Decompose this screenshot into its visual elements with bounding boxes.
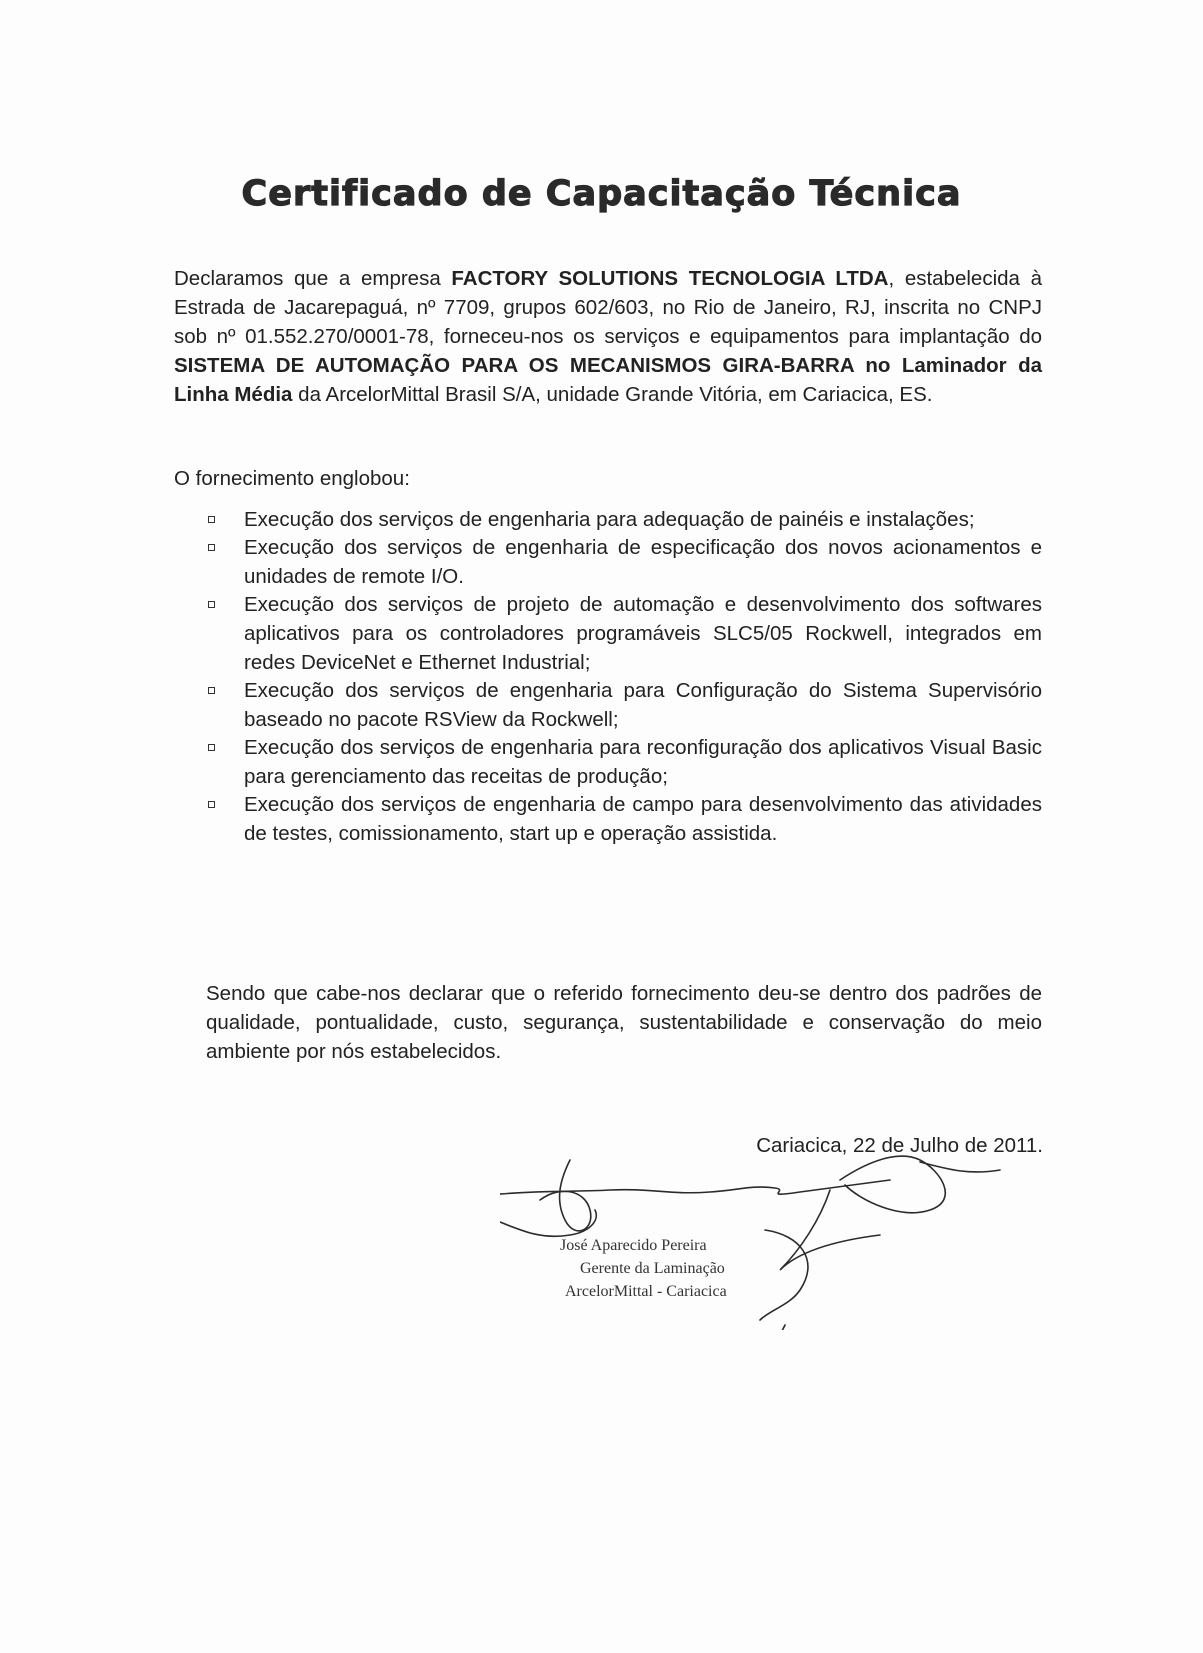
list-item: Execução dos serviços de engenharia para adequação de painéis e instalações; [206, 505, 1042, 534]
signatory-organization: ArcelorMittal - Cariacica [565, 1283, 727, 1300]
handwritten-signature [500, 1140, 1020, 1330]
list-item: Execução dos serviços de projeto de automação e desenvolvimento dos softwares aplicativos para os controladores programáveis SLC5/05 Rockwell, integrados em redes DeviceNet e Ethernet Industrial; [206, 590, 1042, 677]
list-item: Execução dos serviços de engenharia para reconfiguração dos aplicativos Visual Basic para gerenciamento das receitas de produção; [206, 733, 1042, 791]
square-bullet-icon [208, 544, 215, 551]
square-bullet-icon [208, 516, 215, 523]
signatory-role: Gerente da Laminação [580, 1260, 725, 1277]
square-bullet-icon [208, 687, 215, 694]
company-name: FACTORY SOLUTIONS TECNOLOGIA LTDA [451, 267, 889, 290]
closing-paragraph: Sendo que cabe-nos declarar que o referido fornecimento deu-se dentro dos padrões de qualidade, pontualidade, custo, segurança, sustentabilidade e conservação do meio ambiente por nós estabelecidos. [206, 982, 1042, 1063]
list-item: Execução dos serviços de engenharia de especificação dos novos acionamentos e unidades de remote I/O. [206, 533, 1042, 591]
square-bullet-icon [208, 601, 215, 608]
system-name: SISTEMA DE AUTOMAÇÃO PARA OS MECANISMOS GIRA-BARRA no Laminador da Linha Média [174, 354, 1042, 406]
signatory-name: José Aparecido Pereira [560, 1237, 707, 1254]
services-list [206, 505, 1042, 847]
square-bullet-icon [208, 801, 215, 808]
supply-intro: O fornecimento englobou: [174, 467, 410, 490]
declaration-text-3: da ArcelorMittal Brasil S/A, unidade Grande Vitória, em Cariacica, ES. [292, 383, 933, 406]
declaration-paragraph [174, 264, 1042, 409]
document-title: Certificado de Capacitação Técnica [241, 174, 962, 214]
list-item: Execução dos serviços de engenharia de campo para desenvolvimento das atividades de testes, comissionamento, start up e operação assistida. [206, 790, 1042, 848]
date-line: Cariacica, 22 de Julho de 2011. [756, 1134, 1043, 1157]
square-bullet-icon [208, 744, 215, 751]
declaration-text-1: Declaramos que a empresa [174, 267, 452, 290]
declaration-text-2: , estabelecida à Estrada de Jacarepaguá, nº 7709, grupos 602/603, no Rio de Janeiro, RJ, inscrita no CNPJ sob nº 01.552.270/0001-78, forneceu-nos os serviços e equipamentos para implantação do [174, 267, 1042, 348]
list-item: Execução dos serviços de engenharia para Configuração do Sistema Supervisório baseado no pacote RSView da Rockwell; [206, 676, 1042, 734]
